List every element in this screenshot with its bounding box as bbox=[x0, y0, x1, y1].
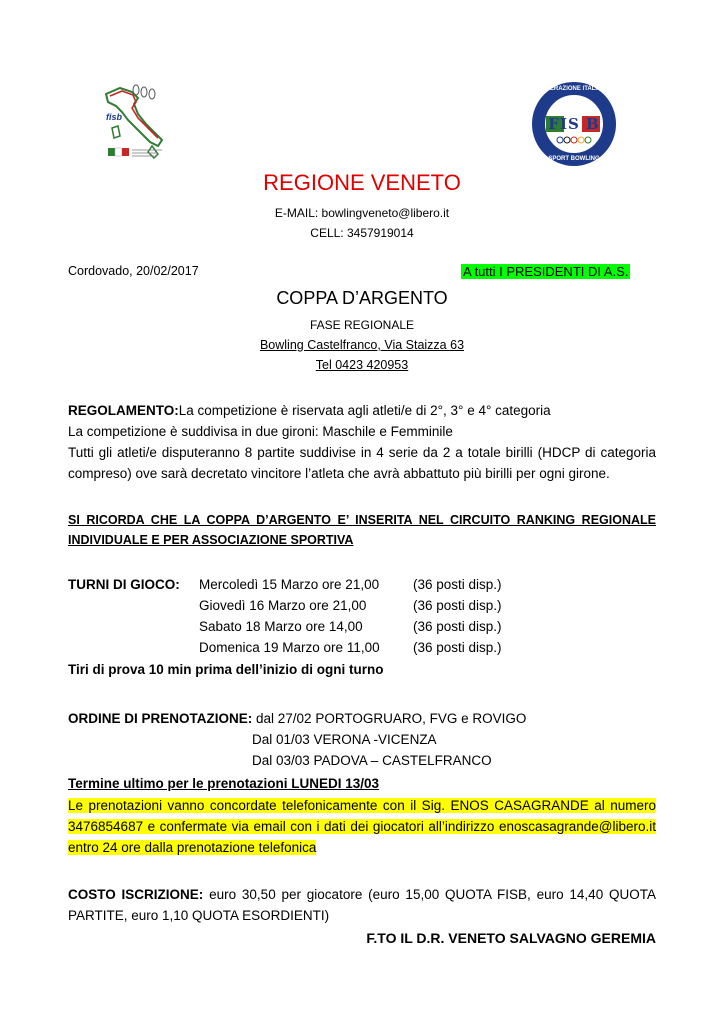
event-title: COPPA D’ARGENTO bbox=[276, 288, 448, 308]
turno-seats: (36 posti disp.) bbox=[413, 619, 502, 634]
reminder-line-2: INDIVIDUALE E PER ASSOCIAZIONE SPORTIVA bbox=[68, 533, 354, 547]
prenotazione-section bbox=[68, 708, 656, 771]
fisb-regional-logo bbox=[100, 84, 170, 170]
prenotazione-row bbox=[68, 708, 656, 729]
prenotazione-row-3: Dal 03/03 PADOVA – CASTELFRANCO bbox=[252, 753, 492, 768]
costo-section bbox=[68, 884, 656, 926]
regolamento-line-1 bbox=[68, 400, 656, 421]
regolamento-label: REGOLAMENTO: bbox=[68, 403, 179, 418]
highlighted-instructions: Le prenotazioni vanno concordate telefonicamente con il Sig. ENOS CASAGRANDE al numero 3476854687 e confermate via email con i dati dei giocatori all’indirizzo enoscasagrande@libero.it entro 24 ore dalla prenotazione telefonica bbox=[68, 798, 656, 855]
event-phase: FASE REGIONALE bbox=[309, 318, 415, 332]
costo-text: euro 30,50 per giocatore (euro 15,00 QUOTA FISB, euro 14,40 QUOTA PARTITE, euro 1,10 QUOTA ESORDIENTI) bbox=[68, 887, 656, 923]
turno-seats: (36 posti disp.) bbox=[413, 640, 502, 655]
place-date: Cordovado, 20/02/2017 bbox=[68, 264, 199, 278]
event-venue: Bowling Castelfranco, Via Staizza 63 bbox=[259, 338, 465, 352]
turno-seats: (36 posti disp.) bbox=[413, 577, 502, 592]
prenotazione-row bbox=[68, 750, 656, 771]
costo-label: COSTO ISCRIZIONE: bbox=[68, 887, 204, 902]
reminder-line-1: SI RICORDA CHE LA COPPA D’ARGENTO E’ INSERITA NEL CIRCUITO RANKING REGIONALE bbox=[68, 513, 656, 527]
ranking-reminder bbox=[68, 510, 656, 550]
cell-line: CELL: 3457919014 bbox=[310, 226, 414, 240]
termine-prenotazioni: Termine ultimo per le prenotazioni LUNEDI 13/03 bbox=[68, 776, 380, 791]
regolamento-section bbox=[68, 400, 656, 484]
turno-day: Giovedì 16 Marzo ore 21,00 bbox=[199, 598, 367, 613]
italy-map-icon bbox=[100, 84, 170, 170]
prenotazione-label: ORDINE DI PRENOTAZIONE: bbox=[68, 711, 253, 726]
prenotazione-instructions bbox=[68, 795, 656, 858]
signature-line: F.TO IL D.R. VENETO SALVAGNO GEREMIA bbox=[366, 930, 656, 946]
prenotazione-row-1: dal 27/02 PORTOGRUARO, FVG e ROVIGO bbox=[252, 711, 527, 726]
region-title: REGIONE VENETO bbox=[263, 170, 461, 195]
left-logo-label: fisb bbox=[106, 112, 123, 122]
turni-section bbox=[68, 574, 656, 680]
recipient-line: A tutti I PRESIDENTI DI A.S. bbox=[463, 264, 629, 279]
turno-row bbox=[68, 637, 656, 658]
turno-row bbox=[68, 595, 656, 616]
seal-ring-bottom-text: SPORT BOWLING bbox=[548, 156, 600, 162]
regolamento-line-2: La competizione è suddivisa in due gironi: Maschile e Femminile bbox=[68, 424, 453, 439]
regolamento-text-1: La competizione è riservata agli atleti/e di 2°, 3° e 4° categoria bbox=[178, 403, 551, 418]
turno-row bbox=[68, 616, 656, 637]
turno-row bbox=[68, 574, 656, 595]
turno-seats: (36 posti disp.) bbox=[413, 598, 502, 613]
turno-day: Domenica 19 Marzo ore 11,00 bbox=[199, 640, 380, 655]
seal-letters: FIS B bbox=[548, 115, 600, 133]
turni-label: TURNI DI GIOCO: bbox=[68, 577, 180, 592]
prenotazione-row bbox=[68, 729, 656, 750]
turno-day: Mercoledì 15 Marzo ore 21,00 bbox=[199, 577, 380, 592]
tiri-di-prova: Tiri di prova 10 min prima dell’inizio di ogni turno bbox=[68, 662, 384, 677]
email-line: E-MAIL: bowlingveneto@libero.it bbox=[274, 206, 450, 220]
regolamento-line-3: Tutti gli atleti/e disputeranno 8 partite suddivise in 4 serie da 2 a totale birilli (HDCP di categoria compreso) ove sarà decretato vincitore l’atleta che avrà abbattuto più birilli per ogni girone. bbox=[68, 445, 656, 481]
seal-ring-top-text: FEDERAZIONE ITALIANA bbox=[537, 86, 611, 92]
fisb-federation-seal bbox=[530, 80, 618, 168]
prenotazione-row-2: Dal 01/03 VERONA -VICENZA bbox=[252, 732, 437, 747]
turno-day: Sabato 18 Marzo ore 14,00 bbox=[199, 619, 363, 634]
event-tel: Tel 0423 420953 bbox=[315, 358, 409, 372]
